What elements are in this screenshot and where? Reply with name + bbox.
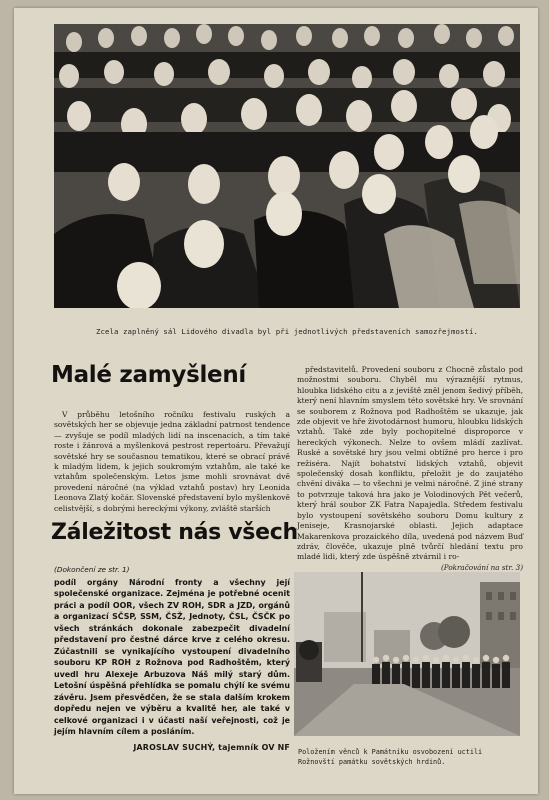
memorial-photo bbox=[294, 572, 520, 736]
continued-note: (Pokračování na str. 3) bbox=[440, 562, 523, 572]
article2-title: Záležitost nás všech bbox=[51, 520, 298, 545]
audience-illustration bbox=[54, 24, 520, 308]
right-column bbox=[297, 365, 523, 573]
top-photo-caption: Zcela zaplněný sál Lidového divadla byl při jednotlivých představeních samozřejmostí. bbox=[96, 327, 478, 336]
memorial-illustration bbox=[294, 572, 520, 736]
bottom-photo-caption: Položením věnců k Památníku osvobození uctili Rožnovští památku sovětských hrdinů. bbox=[298, 748, 483, 766]
audience-photo bbox=[54, 24, 520, 308]
article2-body bbox=[54, 564, 290, 753]
article1-body bbox=[54, 410, 290, 514]
article2-paragraph: podíl orgány Národní fronty a všechny její společenské organizace. Zejména je potřebné ocenit práci a podíl OOR, všech ZV ROH, SDR a JZD, orgánů a organizací SČSP, SSM, ČSŽ, Jednoty, ČSL, ČSČK po všech stránkách dokonale zabezpečit divadelní představení pro čestné dárce krve z celého okresu. Zúčastnili se vynikajícího vystoupení divadelního souboru KP ROH z Rožnova pod Radhoštěm, který uvedl hru Alexeje Arbuzova Náš milý starý dům. Letošní úspěšná přehlídka se pomalu chýlí ke svému závěru. Jsem přesvědčen, že se stala dalším krokem dopředu nejen ve výběru a kvalitě her, ale také v celkové organizaci i v účasti naší veřejnosti, což je jejím hlavním cílem a posláním. bbox=[54, 577, 290, 736]
article2-signature: JAROSLAV SUCHÝ, tajemník OV NF bbox=[133, 742, 290, 752]
article1-paragraph: V průběhu letošního ročníku festivalu ruských a sovětských her se objevuje jedna základní patrnost tendence — zvyšuje se podíl mladých lidí na inscenacích, a tím také roste i žánrová a myšlenková pestrost repertoáru. Převažují sovětské hry se současnou tematikou, které se obrací právě k mladým lidem, k jejich soukromým vztahům, ale také ke vztahům společenským. Letos jsme mohli srovnávat dvě provedení náročné (na výklad vztahů postav) hry Leonida Leonova Zlatý kočár. Slovenské představení bylo myšlenkově celistvější, s dobrými hereckými výkony, zvláště starších bbox=[54, 410, 290, 513]
continued-from-note: (Dokončení ze str. 1) bbox=[54, 565, 130, 574]
article1-title: Malé zamyšlení bbox=[51, 362, 246, 388]
article1-continuation: představitelů. Provedení souboru z Chocně zůstalo pod možnostmi souboru. Chyběl mu výraznější rytmus, hloubka lidského citu a z jeviště zněl jenom šedivý příběh, který není hlavním smyslem této sovětské hry. Ve srovnání se souborem z Rožnova pod Radhoštěm se ukazuje, jak zde objevit ve hře životodárnost humoru, hloubku lidských vztahů. Také zde byly pochopitelné disproporce v hereckých výkonech. Nelze to ovšem mládí zazlívat. Ruské a sovětské hry jsou velmi obtížné pro herce i pro režiséra. Najít bohatství lidských vztahů, objevit společenský dosah konfliktu, přeložit je do zaujatého chvění diváka — to všechni je velmi náročné. Z jiné strany to potvrzuje taková hra jako je Volodinových Pět večerů, který hrál soubor ZK Fatra Napajedla. Středem festivalu bylo vystoupení sovětského souboru Domu kultury z Jeniseje, Krasnojarské oblasti. Jejich adaptace Makarenkova prozaického díla, uvedená pod názvem Buď zdráv, člověče, ukazuje plně tvůrčí hledání textu pro mladé lidi, který zde úspěšně ztvárnil i ro- bbox=[297, 365, 523, 562]
magazine-page bbox=[14, 8, 538, 794]
